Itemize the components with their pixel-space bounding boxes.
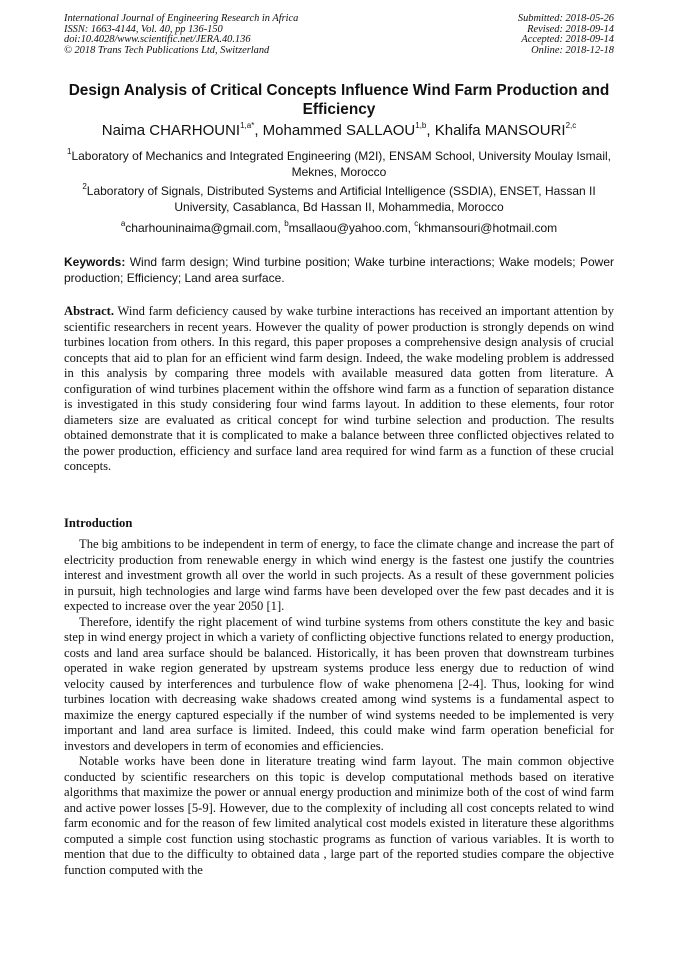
- issn-line: ISSN: 1663-4144, Vol. 40, pp 136-150: [64, 23, 223, 35]
- copyright-line: © 2018 Trans Tech Publications Ltd, Switzerland: [64, 44, 270, 56]
- journal-info: [64, 14, 298, 56]
- abstract-block: [64, 304, 614, 475]
- submitted-date: Submitted: 2018-05-26: [517, 13, 614, 24]
- author-separator: ,: [254, 122, 263, 139]
- affiliation-text: Laboratory of Signals, Distributed Systems and Artificial Intelligence (SSDIA), ENSET, Hassan II University, Casablanca, Bd Hassan II, Mohammedia, Morocco: [86, 184, 596, 214]
- email-address[interactable]: charhouninaima@gmail.com: [125, 221, 278, 235]
- email-separator: ,: [277, 221, 285, 235]
- introduction-body: [64, 537, 614, 878]
- author-affiliation-mark: 1,b: [415, 121, 427, 130]
- author-name: Khalifa MANSOURI: [434, 122, 566, 139]
- email-mark: a: [120, 219, 126, 228]
- keywords-text: Wind farm design; Wind turbine position; Wake turbine interactions; Wake models; Power production; Efficiency; Land area surface.: [64, 255, 614, 285]
- paragraph: Therefore, identify the right placement of wind turbine systems from others constitute the key and basic step in wind energy project in which a variety of conflicting objective functions related to energy production, costs and land area surface should be balanced. Historically, it has been proven that downstream turbines operated in wake region generated by upstream systems produce less energy due to reduction of wind velocity caused by interferences and turbulence flow of wake phenomena [2-4]. Thus, looking for wind turbines location with decreasing wake shadows created among wind systems is a fundamental aspect to maximize the energy captured especially if the number of wind systems needed to be implemented is very important and land area surface is limited. Indeed, this could make wind farm operation beneficial for investors and developers in term of economies and efficiencies.: [64, 614, 614, 753]
- revised-date: Revised: 2018-09-14: [527, 23, 614, 35]
- email-separator: ,: [407, 221, 415, 235]
- accepted-date: Accepted: 2018-09-14: [521, 34, 614, 46]
- email-address[interactable]: msallaou@yahoo.com: [288, 221, 408, 235]
- doi-line: doi:10.4028/www.scientific.net/JERA.40.136: [64, 34, 251, 46]
- author-affiliation-mark: 2,c: [565, 121, 577, 130]
- abstract-text: Wind farm deficiency caused by wake turbine interactions has received an important attention by scientific researchers in recent years. However the quality of power production is strongly depends on wind turbines location from others. In this regard, this paper proposes a comprehensive design analysis of crucial concepts that aid to plan for an efficient wind farm design. Indeed, the wake modeling problem is addressed in this analysis by comparing three models with available measured data gotten from literature. A configuration of wind turbines placement within the offshore wind farm as a function of separation distance is investigated in this study considering four wind farms layout. In addition to these elements, four rotor diameters size are evaluated as critical concept for wind turbine selection and production. The results obtained demonstrate that it is complicated to make a balance between three conflicted objectives related to the power production, efficiency and surface land area required for wind farm as a function of these crucial concepts.: [64, 304, 614, 473]
- paragraph: Notable works have been done in literature treating wind farm layout. The main common objective conducted by scientific researchers on this topic is develop computational methods based on iterative algorithms that maximize the power or annual energy production and minimize both of the cost of wind farm and active power losses [5-9]. However, due to the complexity of including all cost concepts related to wind farm economic and for the reason of few limited analytical cost models existed in literature these algorithms computed a simple cost function using stochastic programs as function of various variables. It is worth to mention that due to the difficulty to obtained data , large part of the reported studies compare the objective function computed with the: [64, 754, 614, 877]
- section-heading: Introduction: [64, 516, 133, 530]
- email-mark: c: [414, 219, 419, 228]
- abstract-label: Abstract.: [64, 304, 115, 318]
- author-name: Naima CHARHOUNI: [101, 122, 241, 139]
- paper-title: Design Analysis of Critical Concepts Influence Wind Farm Production and Efficiency: [68, 82, 610, 118]
- author-affiliation-mark: 1,a*: [240, 121, 255, 130]
- author-list: [40, 121, 638, 141]
- affiliation-number: 2: [82, 182, 87, 191]
- dates-info: [518, 14, 614, 56]
- email-list: [40, 221, 638, 236]
- journal-name: International Journal of Engineering Research in Africa: [64, 13, 299, 24]
- keywords-block: [64, 255, 614, 286]
- paragraph: The big ambitions to be independent in term of energy, to face the climate change and increase the part of electricity production from renewable energy in which wind energy is the fastest one justify the countries interest and investment growth all over the world in such projects. As a result of these government policies in pursuit, high technologies and large wind farms have been developed over the few past decades and it is expected to increase over the year 2050 [1].: [64, 537, 614, 613]
- email-address[interactable]: khmansouri@hotmail.com: [418, 221, 558, 235]
- author-separator: ,: [426, 122, 435, 139]
- author-name: Mohammed SALLAOU: [262, 122, 416, 139]
- affiliation: [64, 149, 614, 180]
- email-mark: b: [284, 219, 289, 228]
- keywords-label: Keywords:: [64, 255, 126, 269]
- affiliation: [64, 184, 614, 215]
- affiliation-number: 1: [66, 147, 72, 156]
- affiliation-text: Laboratory of Mechanics and Integrated Engineering (M2I), ENSAM School, University Moulay Ismail, Meknes, Morocco: [71, 149, 612, 179]
- online-date: Online: 2018-12-18: [531, 44, 614, 56]
